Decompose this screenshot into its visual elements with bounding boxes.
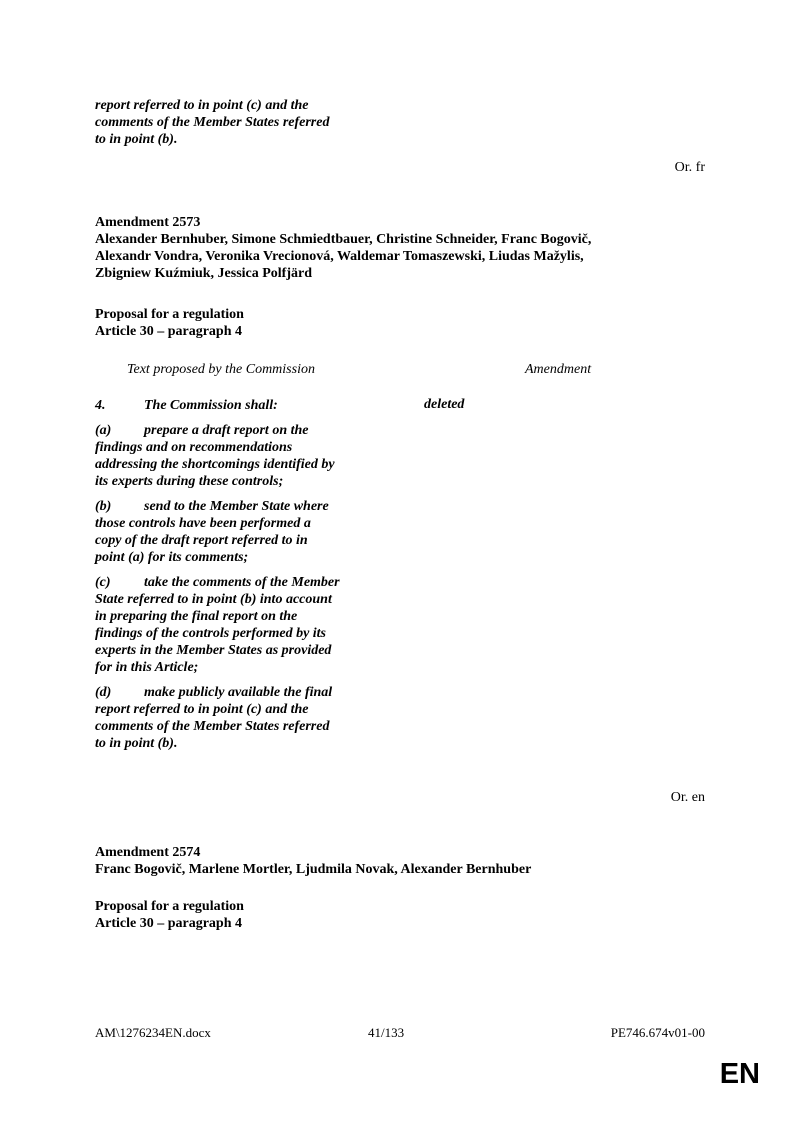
article-label: Article 30 – paragraph 4 (95, 916, 242, 931)
amendment-authors-line: Franc Bogovič, Marlene Mortler, Ljudmila Novak, Alexander Bernhuber (95, 862, 532, 877)
amendment-title: Amendment 2574 (95, 845, 201, 860)
article-label: Article 30 – paragraph 4 (95, 324, 242, 339)
point-a: (a) prepare a draft report on the findings and on recommendations addressing the shortcomings identified by its experts during these controls; (95, 423, 335, 489)
amendment-authors-line: Alexander Bernhuber, Simone Schmiedtbauer, Christine Schneider, Franc Bogovič, (95, 232, 592, 247)
column-header-commission: Text proposed by the Commission (127, 362, 315, 377)
amendment-2574-header (95, 844, 715, 878)
amendment-2573-reference (95, 306, 495, 340)
amendment-2574-reference (95, 898, 495, 932)
continuation-text: report referred to in point (c) and the comments of the Member States referred to in point (b). (95, 98, 330, 147)
intro-point: 4. The Commission shall: (95, 398, 278, 413)
column-header-amendment: Amendment (525, 362, 592, 377)
proposal-label: Proposal for a regulation (95, 899, 244, 914)
footer-page-number: 41/133 (368, 1025, 405, 1040)
proposal-label: Proposal for a regulation (95, 307, 244, 322)
amendment-deleted-text: deleted (424, 397, 465, 412)
point-b: (b) send to the Member State where those controls have been performed a copy of the draft report referred to in point (a) for its comments; (95, 499, 329, 565)
amendment-2573-header (95, 214, 715, 282)
amendment-title: Amendment 2573 (95, 215, 201, 230)
point-c: (c) take the comments of the Member State referred to in point (b) into account in preparing the final report on the findings of the controls performed by its experts in the Member States as provided for in this Article; (95, 575, 340, 675)
language-badge: EN (719, 1058, 760, 1090)
footer-doc-ref: AM\1276234EN.docx (95, 1025, 211, 1040)
footer-pe-ref: PE746.674v01-00 (610, 1025, 705, 1040)
point-d: (d) make publicly available the final report referred to in point (c) and the comments of the Member States referred to in point (b). (95, 685, 333, 751)
amendment-authors-line: Zbigniew Kuźmiuk, Jessica Polfjärd (95, 266, 313, 281)
commission-text-column (95, 397, 380, 752)
amendment-authors-line: Alexandr Vondra, Veronika Vrecionová, Waldemar Tomaszewski, Liudas Mažylis, (95, 249, 584, 264)
origin-language-en: Or. en (670, 790, 705, 805)
origin-language-fr: Or. fr (674, 160, 705, 175)
